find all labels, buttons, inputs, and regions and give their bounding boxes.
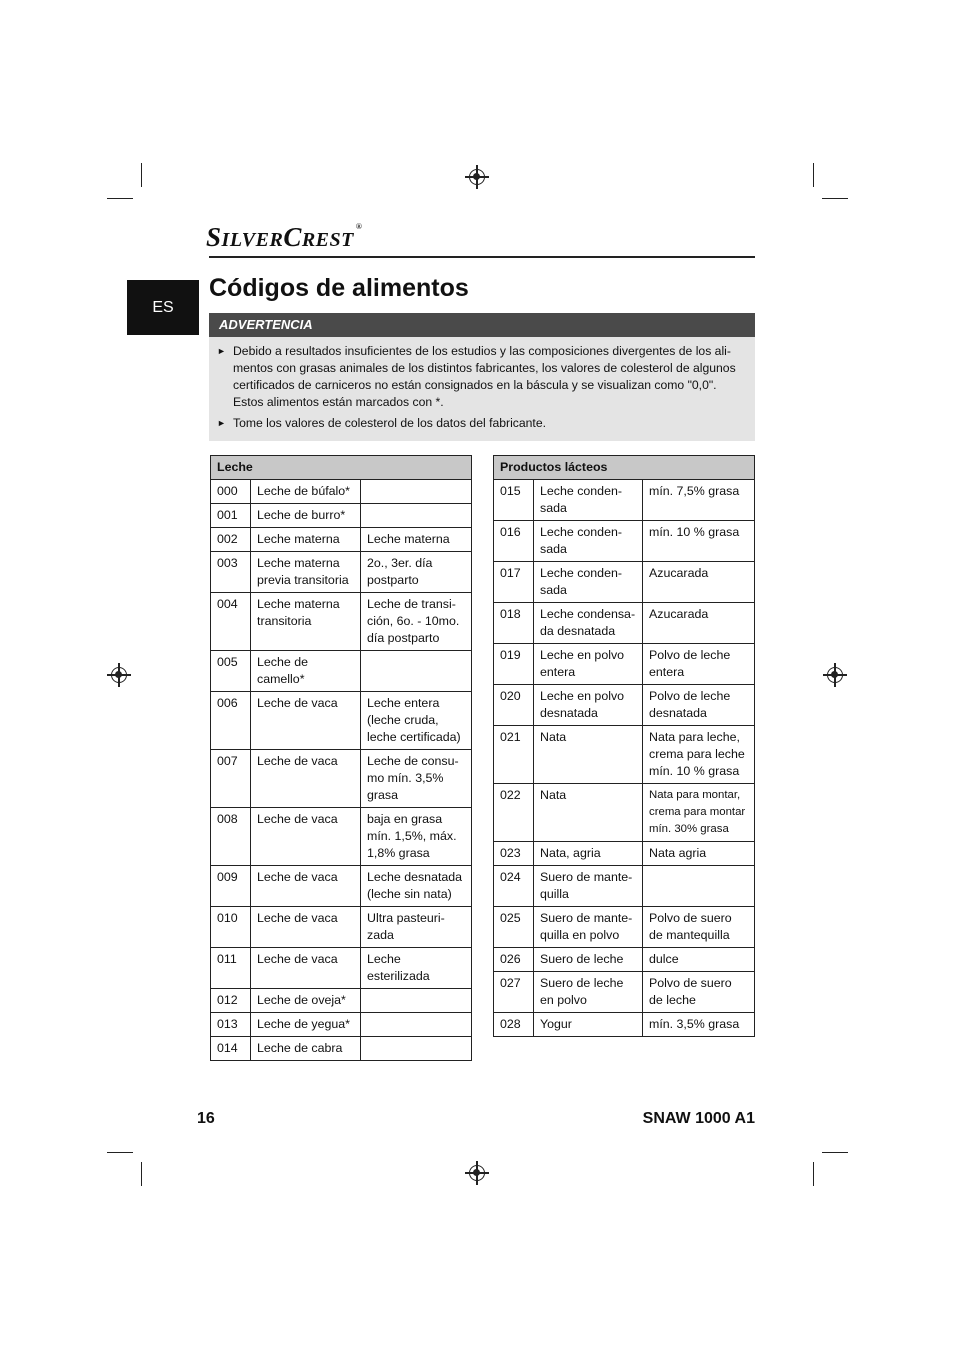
cell-name: Yogur bbox=[534, 1013, 643, 1037]
cell-name: Leche de yegua* bbox=[251, 1013, 361, 1037]
table-row bbox=[211, 866, 472, 907]
cell-name: Leche de vaca bbox=[251, 692, 361, 750]
cell-code: 002 bbox=[211, 528, 251, 552]
cell-code: 023 bbox=[494, 842, 534, 866]
cell-detail: Leche materna bbox=[361, 528, 472, 552]
cell-code: 026 bbox=[494, 948, 534, 972]
cell-detail: Azucarada bbox=[643, 603, 755, 644]
table-row bbox=[211, 989, 472, 1013]
table-row bbox=[211, 528, 472, 552]
table-row bbox=[211, 692, 472, 750]
cell-code: 007 bbox=[211, 750, 251, 808]
cell-code: 025 bbox=[494, 907, 534, 948]
cell-detail bbox=[361, 1013, 472, 1037]
page-number: 16 bbox=[197, 1110, 215, 1127]
cell-code: 004 bbox=[211, 593, 251, 651]
registration-mark-icon bbox=[469, 1165, 485, 1181]
cell-code: 018 bbox=[494, 603, 534, 644]
cell-detail bbox=[643, 866, 755, 907]
cell-detail: Ultra pasteuri-zada bbox=[361, 907, 472, 948]
cell-detail: Leche de transi-ción, 6o. - 10mo. día postparto bbox=[361, 593, 472, 651]
cell-code: 012 bbox=[211, 989, 251, 1013]
cell-detail: mín. 7,5% grasa bbox=[643, 480, 755, 521]
cell-detail: Nata para montar, crema para montar mín. 30% grasa bbox=[643, 784, 755, 842]
cell-detail bbox=[361, 651, 472, 692]
cell-code: 016 bbox=[494, 521, 534, 562]
crop-mark bbox=[141, 1162, 142, 1186]
arrow-right-icon: ► bbox=[217, 418, 226, 428]
cell-name: Leche materna bbox=[251, 528, 361, 552]
crop-mark bbox=[107, 1152, 133, 1153]
cell-code: 028 bbox=[494, 1013, 534, 1037]
cell-name: Suero de mante-quilla bbox=[534, 866, 643, 907]
cell-name: Leche en polvo entera bbox=[534, 644, 643, 685]
table-row bbox=[494, 1013, 755, 1037]
table-row bbox=[494, 972, 755, 1013]
cell-code: 022 bbox=[494, 784, 534, 842]
table-row bbox=[494, 685, 755, 726]
cell-detail: Leche esterilizada bbox=[361, 948, 472, 989]
cell-name: Suero de leche en polvo bbox=[534, 972, 643, 1013]
cell-code: 021 bbox=[494, 726, 534, 784]
table-row bbox=[211, 1013, 472, 1037]
cell-name: Leche de vaca bbox=[251, 808, 361, 866]
registration-mark-icon bbox=[827, 667, 843, 683]
table-row bbox=[494, 948, 755, 972]
cell-name: Leche de búfalo* bbox=[251, 480, 361, 504]
registration-mark-icon bbox=[111, 667, 127, 683]
cell-code: 024 bbox=[494, 866, 534, 907]
language-tab: ES bbox=[127, 280, 199, 335]
registration-mark-icon bbox=[469, 169, 485, 185]
cell-code: 009 bbox=[211, 866, 251, 907]
table-row bbox=[494, 842, 755, 866]
table-row bbox=[211, 948, 472, 989]
table-row bbox=[211, 504, 472, 528]
cell-name: Leche de oveja* bbox=[251, 989, 361, 1013]
cell-code: 005 bbox=[211, 651, 251, 692]
cell-name: Nata, agria bbox=[534, 842, 643, 866]
cell-code: 015 bbox=[494, 480, 534, 521]
cell-detail: Polvo de leche desnatada bbox=[643, 685, 755, 726]
cell-detail bbox=[361, 989, 472, 1013]
table-row bbox=[211, 1037, 472, 1061]
cell-detail: Polvo de suero de leche bbox=[643, 972, 755, 1013]
cell-name: Suero de mante-quilla en polvo bbox=[534, 907, 643, 948]
cell-code: 017 bbox=[494, 562, 534, 603]
cell-code: 008 bbox=[211, 808, 251, 866]
cell-name: Leche de burro* bbox=[251, 504, 361, 528]
table-row bbox=[494, 784, 755, 842]
table-row bbox=[494, 521, 755, 562]
cell-code: 020 bbox=[494, 685, 534, 726]
cell-detail: mín. 10 % grasa bbox=[643, 521, 755, 562]
table-row bbox=[211, 552, 472, 593]
cell-code: 010 bbox=[211, 907, 251, 948]
cell-detail: Polvo de leche entera bbox=[643, 644, 755, 685]
cell-name: Leche de vaca bbox=[251, 907, 361, 948]
cell-code: 013 bbox=[211, 1013, 251, 1037]
table-row bbox=[494, 866, 755, 907]
cell-code: 001 bbox=[211, 504, 251, 528]
cell-name: Leche conden-sada bbox=[534, 480, 643, 521]
table-header: Productos lácteos bbox=[494, 456, 755, 480]
table-row bbox=[494, 480, 755, 521]
dairy-codes-table bbox=[493, 455, 755, 1037]
cell-detail: dulce bbox=[643, 948, 755, 972]
cell-name: Suero de leche bbox=[534, 948, 643, 972]
crop-mark bbox=[141, 163, 142, 187]
cell-detail bbox=[361, 480, 472, 504]
cell-name: Leche materna transitoria bbox=[251, 593, 361, 651]
cell-name: Nata bbox=[534, 726, 643, 784]
table-row bbox=[494, 603, 755, 644]
cell-name: Leche de vaca bbox=[251, 866, 361, 907]
warning-heading: ADVERTENCIA bbox=[209, 313, 755, 337]
model-name: SNAW 1000 A1 bbox=[642, 1110, 755, 1127]
cell-detail: Polvo de suero de mantequilla bbox=[643, 907, 755, 948]
cell-name: Leche de vaca bbox=[251, 948, 361, 989]
cell-name: Leche en polvo desnatada bbox=[534, 685, 643, 726]
cell-detail: Leche entera (leche cruda, leche certificada) bbox=[361, 692, 472, 750]
cell-name: Leche materna previa transitoria bbox=[251, 552, 361, 593]
warning-item: ► Debido a resultados insuficientes de los estudios y las composiciones divergentes de los ali-mentos con grasas animales de los distintos fabricantes, los valores de colesterol de algunos certificados de carniceros no están consignados en la báscula y se visualizan como "0,0". Estos alimentos están marcados con *. bbox=[217, 344, 736, 409]
cell-detail: Nata agria bbox=[643, 842, 755, 866]
cell-detail: Nata para leche, crema para leche mín. 10 % grasa bbox=[643, 726, 755, 784]
cell-detail: 2o., 3er. día postparto bbox=[361, 552, 472, 593]
cell-detail: mín. 3,5% grasa bbox=[643, 1013, 755, 1037]
cell-code: 019 bbox=[494, 644, 534, 685]
brand-logo: SILVERCREST® bbox=[206, 222, 363, 252]
table-row bbox=[211, 907, 472, 948]
table-row bbox=[494, 562, 755, 603]
cell-code: 000 bbox=[211, 480, 251, 504]
table-header: Leche bbox=[211, 456, 472, 480]
table-row bbox=[211, 593, 472, 651]
crop-mark bbox=[813, 1162, 814, 1186]
milk-codes-table bbox=[210, 455, 472, 1061]
warning-box bbox=[209, 337, 755, 441]
table-row bbox=[494, 726, 755, 784]
cell-code: 011 bbox=[211, 948, 251, 989]
crop-mark bbox=[822, 198, 848, 199]
crop-mark bbox=[813, 163, 814, 187]
table-row bbox=[494, 907, 755, 948]
arrow-right-icon: ► bbox=[217, 346, 226, 356]
cell-detail: Leche desnatada (leche sin nata) bbox=[361, 866, 472, 907]
cell-name: Leche conden-sada bbox=[534, 521, 643, 562]
cell-detail: Azucarada bbox=[643, 562, 755, 603]
cell-detail bbox=[361, 1037, 472, 1061]
table-row bbox=[211, 808, 472, 866]
cell-detail bbox=[361, 504, 472, 528]
table-row bbox=[494, 644, 755, 685]
crop-mark bbox=[822, 1152, 848, 1153]
cell-detail: Leche de consu-mo mín. 3,5% grasa bbox=[361, 750, 472, 808]
crop-mark bbox=[107, 198, 133, 199]
cell-name: Leche de vaca bbox=[251, 750, 361, 808]
cell-name: Nata bbox=[534, 784, 643, 842]
cell-code: 006 bbox=[211, 692, 251, 750]
cell-code: 003 bbox=[211, 552, 251, 593]
cell-name: Leche conden-sada bbox=[534, 562, 643, 603]
cell-name: Leche de cabra bbox=[251, 1037, 361, 1061]
header-rule bbox=[209, 256, 755, 258]
page-title: Códigos de alimentos bbox=[209, 274, 469, 302]
cell-name: Leche de camello* bbox=[251, 651, 361, 692]
table-row bbox=[211, 651, 472, 692]
table-row bbox=[211, 480, 472, 504]
cell-code: 014 bbox=[211, 1037, 251, 1061]
warning-item: ► Tome los valores de colesterol de los datos del fabricante. bbox=[217, 416, 546, 430]
cell-code: 027 bbox=[494, 972, 534, 1013]
table-row bbox=[211, 750, 472, 808]
cell-detail: baja en grasa mín. 1,5%, máx. 1,8% grasa bbox=[361, 808, 472, 866]
cell-name: Leche condensa-da desnatada bbox=[534, 603, 643, 644]
